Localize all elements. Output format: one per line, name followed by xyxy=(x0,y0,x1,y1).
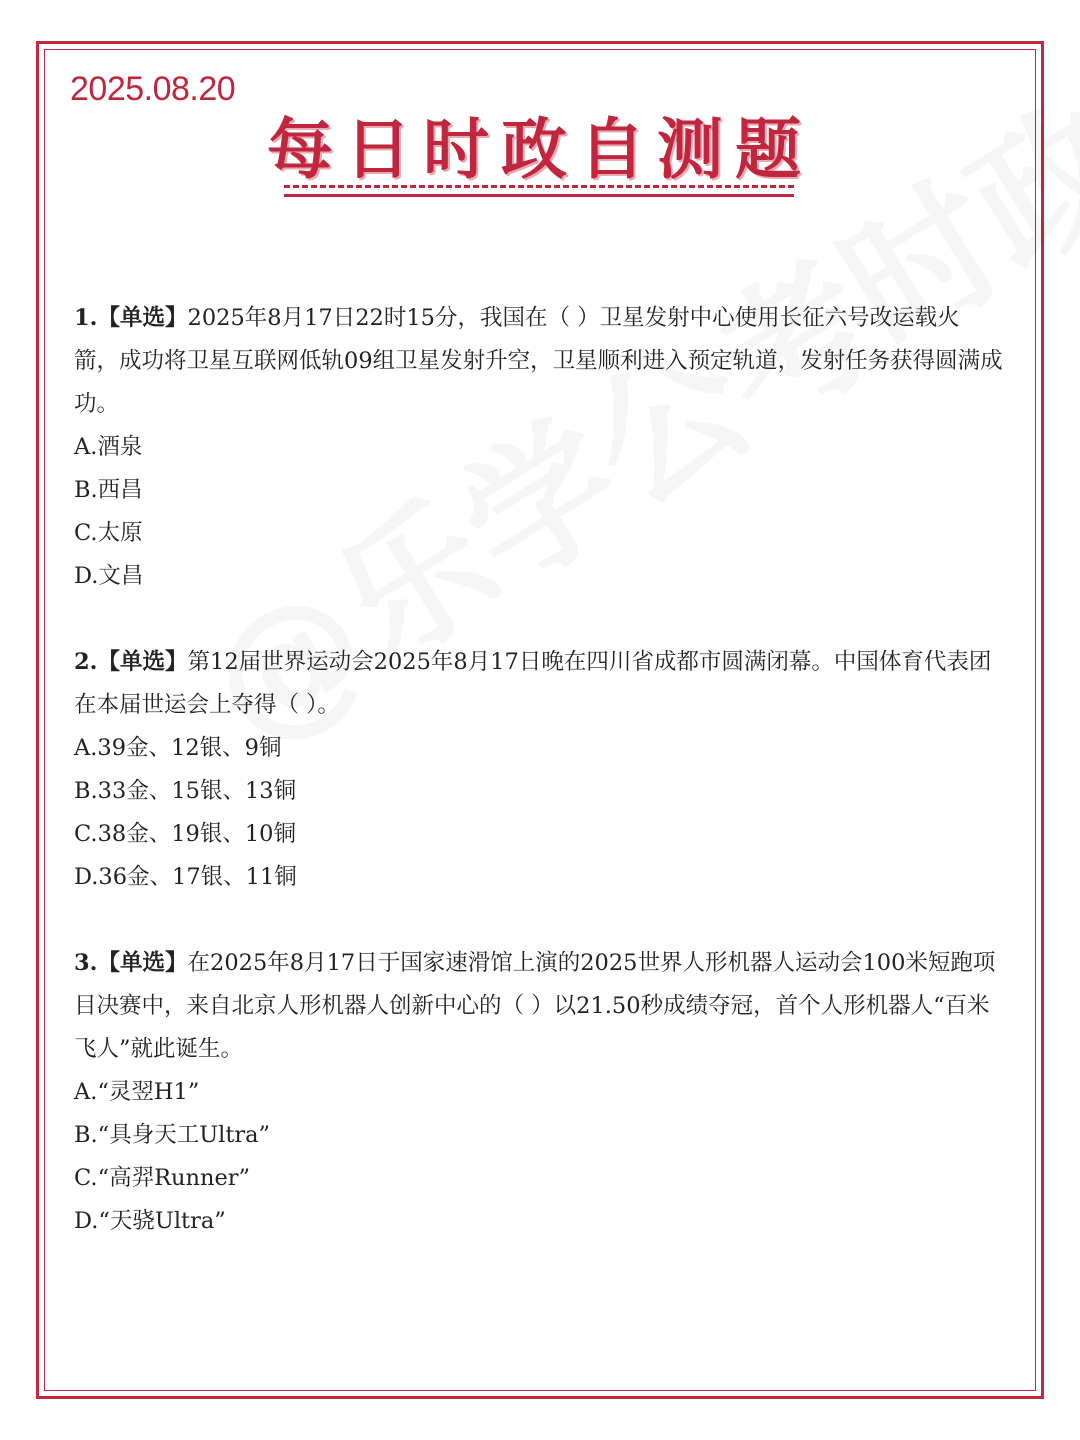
question-type: 【单选】 xyxy=(97,950,188,976)
question-number: 2. xyxy=(74,649,98,675)
question-stem xyxy=(74,942,1004,1071)
question-text: 第12届世界运动会2025年8月17日晚在四川省成都市圆满闭幕。中国体育代表团在本届世运会上夺得（ ）。 xyxy=(74,649,992,718)
question-text: 2025年8月17日22时15分，我国在（ ）卫星发射中心使用长征六号改运载火箭，成功将卫星互联网低轨09组卫星发射升空，卫星顺利进入预定轨道，发射任务获得圆满成功。 xyxy=(74,305,1003,417)
question-1 xyxy=(74,297,1004,598)
option-a: A.“灵翌H1” xyxy=(74,1079,200,1105)
option-c: C.“高羿Runner” xyxy=(74,1165,251,1191)
question-type: 【单选】 xyxy=(97,649,188,675)
question-number: 3. xyxy=(74,950,98,976)
option-b: B.“具身天工Ultra” xyxy=(74,1122,271,1148)
page-title: 每日时政自测题 xyxy=(267,111,813,188)
question-text: 在2025年8月17日于国家速滑馆上演的2025世界人形机器人运动会100米短跑项目决赛中，来自北京人形机器人创新中心的（ ）以21.50秒成绩夺冠，首个人形机器人“百米飞人”就此诞生。 xyxy=(74,950,996,1062)
option-c: C.38金、19银、10铜 xyxy=(74,821,296,847)
option-d: D.“天骁Ultra” xyxy=(74,1208,226,1234)
question-stem xyxy=(74,641,1004,727)
option-b: B.西昌 xyxy=(74,477,143,503)
option-a: A.39金、12银、9铜 xyxy=(74,735,282,761)
question-3 xyxy=(74,942,1004,1243)
option-c: C.太原 xyxy=(74,520,143,546)
title-solid-line xyxy=(284,194,794,197)
option-b: B.33金、15银、13铜 xyxy=(74,778,297,804)
option-d: D.文昌 xyxy=(74,563,144,589)
question-list xyxy=(74,297,1004,1286)
question-number: 1. xyxy=(74,305,98,331)
date-label: 2025.08.20 xyxy=(70,70,236,108)
title-dashed-line xyxy=(284,185,794,188)
option-d: D.36金、17银、11铜 xyxy=(74,864,297,890)
question-stem xyxy=(74,297,1004,426)
question-type: 【单选】 xyxy=(97,305,188,331)
option-a: A.酒泉 xyxy=(74,434,143,460)
question-2 xyxy=(74,641,1004,899)
